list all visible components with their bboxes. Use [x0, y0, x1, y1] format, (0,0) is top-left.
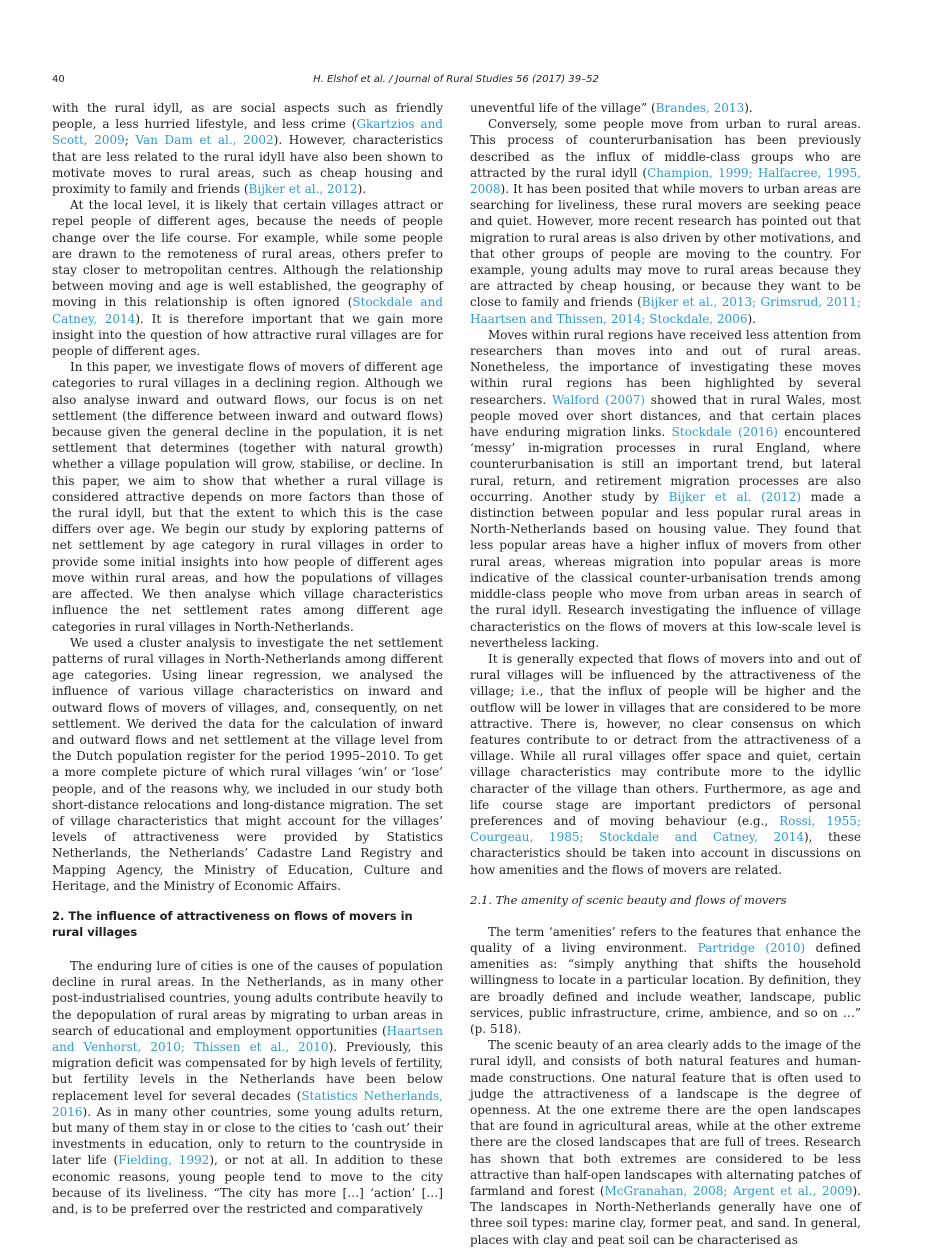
paragraph-text: It is generally expected that flows of movers into and out of rural villages will be influenced by the attractiveness of the village; i.e., that the influx of people will be higher and the outflow will be lower in villages that are considered to be more attractive. There is, however, no clear consensus on which features contribute to or detract from the attractiveness of a village. While all rural villages offer space and quiet, certain village characteristics may contribute more to the idyllic character of the village than others. Furthermore, as age and life course stage are important predictors of personal preferences and of moving behaviour (e.g.,	[470, 651, 861, 828]
citation-link[interactable]: Partridge (2010)	[697, 940, 806, 955]
paragraph-text: In this paper, we investigate flows of movers of different age categories to rural villages in a declining region. Although we also analyse inward and outward flows, our focus is on net settlement (the difference between inward and outward flows) because given the general decline in the population, it is net settlement that determines (together with natural growth) whether a village population will grow, stabilise, or decline. In this paper, we aim to show that whether a rural village is considered attractive depends on more factors than those of the rural idyll, but that the extent to which this is the case differs over age. We begin our study by exploring patterns of net settlement by age category in rural villages in order to provide some initial insights into how people of different ages move within rural areas, and how the populations of villages are affected. We then analyse which village characteristics influence the net settlement rates among different age categories in rural villages in North-Netherlands.	[52, 360, 443, 634]
paragraph-text: ). As in many other countries, some young adults return, but many of them stay in or close to the cities to ‘cash out’ their investments in education, only to return to the countryside in later life (	[52, 1104, 443, 1168]
left-column	[52, 100, 443, 1217]
page-number: 40	[52, 74, 65, 85]
citation-link[interactable]: Walford (2007)	[552, 392, 646, 407]
paragraph-text: ). However, characteristics that are less related to the rural idyll have also been shown to motivate moves to rural areas, such as cheap housing and proximity to family and friends (	[52, 133, 443, 197]
paragraph-text: ).	[747, 311, 756, 326]
paragraph-text: with the rural idyll, as are social aspects such as friendly people, a less hurried lifestyle, and less crime (	[52, 101, 443, 132]
paragraph-text: ). It has been posited that while movers to urban areas are searching for liveliness, these rural movers are seeking peace and quiet. However, more recent research has pointed out that migration to rural areas is also driven by other motivations, and that other groups of people are moving to the country. For example, young adults may move to rural areas because they are attracted by cheap housing, or because they want to be close to family and friends (	[470, 182, 861, 310]
paragraph-text: Conversely, some people move from urban to rural areas. This process of counterurbanisation has been previously described as the influx of middle-class groups who are attracted by the rural idyll (	[470, 117, 861, 180]
citation-link[interactable]: Stockdale and Catney, 2014	[52, 295, 443, 326]
paragraph	[52, 635, 443, 894]
running-title: H. Elshof et al. / Journal of Rural Studies 56 (2017) 39–52	[313, 74, 599, 85]
page-header	[52, 73, 860, 87]
paragraph-text: ), or not at all. In addition to these economic reasons, young people tend to move to the city because of its liveliness. “The city has more […] ‘action’ […] and, is to be preferred over the restricted and comparatively	[52, 1153, 443, 1216]
citation-link[interactable]: McGranahan, 2008; Argent et al., 2009	[604, 1184, 853, 1198]
paragraph-text: ).	[357, 182, 367, 197]
right-column	[470, 100, 861, 1248]
citation-link[interactable]: Champion, 1999; Halfacree, 1995, 2008	[470, 165, 861, 197]
paragraph-text: defined amenities as: “simply anything that shifts the household willingness to locate in a particular location. By definition, they are broadly defined and include weather, landscape, public services, public infrastructure, crime, ambience, and so on …” (p. 518).	[470, 940, 861, 1036]
citation-link[interactable]: Gkartzios and Scott, 2009	[52, 117, 443, 148]
citation-link[interactable]: Rossi, 1955; Courgeau, 1985; Stockdale and Catney, 2014	[470, 813, 861, 845]
citation-link[interactable]: Fielding, 1992	[118, 1153, 210, 1168]
paragraph-text: We used a cluster analysis to investigate the net settlement patterns of rural villages in North-Netherlands among different age categories. Using linear regression, we analysed the influence of various village characteristics on inward and outward flows of movers of villages, and, consequently, on net settlement. We derived the data for the calculation of inward and outward flows and net settlement at the village level from the Dutch population register for the period 1995–2010. To get a more complete picture of which rural villages ‘win’ or ‘lose’ people, and of the reasons why, we included in our study both short-distance relocations and long-distance migration. The set of village characteristics that might account for the villages’ levels of attractiveness were provided by Statistics Netherlands, the Netherlands’ Cadastre Land Registry and Mapping Agency, the Ministry of Education, Culture and Heritage, and the Ministry of Economic Affairs.	[52, 635, 443, 893]
paragraph-text: ), these characteristics should be taken into account in discussions on how amenities and the flows of movers are related.	[470, 830, 861, 877]
paragraph-text: ). Previously, this migration deficit was compensated for by high levels of fertility, but fertility levels in the Netherlands have been below replacement level for several decades (	[52, 1039, 443, 1103]
paragraph-text: ;	[124, 133, 136, 148]
paragraph-text: ). It is therefore important that we gain more insight into the question of how attractive rural villages are for people of different ages.	[52, 311, 443, 359]
citation-link[interactable]: Brandes, 2013	[655, 101, 745, 115]
paragraph	[470, 100, 861, 116]
paragraph-text: made a distinction between popular and less popular rural areas in North-Netherlands based on housing value. They found that less popular areas have a higher influx of movers from other rural areas, whereas migration into popular areas is more indicative of the classical counter-urbanisation trends among middle-class people who move from urban areas in search of the rural idyll. Research investigating the influence of village characteristics on the flows of movers at this low-scale level is nevertheless lacking.	[470, 489, 862, 650]
paragraph	[470, 1037, 861, 1248]
paragraph-text: The enduring lure of cities is one of the causes of population decline in rural areas. In the Netherlands, as in many other post-industrialised countries, young adults contribute heavily to the depopulation of rural areas by migrating to urban areas in search of educational and employment opportunities (	[52, 958, 443, 1038]
section-heading: 2. The influence of attractiveness on flows of movers in rural villages	[52, 908, 413, 939]
paragraph	[470, 924, 861, 1037]
paragraph	[470, 327, 861, 651]
paragraph-text: encountered ‘messy’ in-migration processes in rural England, where counterurbanisation is still an important trend, but lateral rural, return, and retirement migration processes are also occurring. Another study by	[470, 425, 861, 504]
citation-link[interactable]: Bijker et al., 2012	[248, 182, 358, 197]
citation-link[interactable]: Bijker et al., 2013; Grimsrud, 2011; Haartsen and Thissen, 2014; Stockdale, 2006	[470, 295, 861, 326]
citation-link[interactable]: Stockdale (2016)	[671, 425, 778, 440]
citation-link[interactable]: Haartsen and Venhorst, 2010; Thissen et al., 2010	[52, 1023, 443, 1054]
paragraph-text: ).	[744, 101, 753, 115]
paragraph-text: The scenic beauty of an area clearly adds to the image of the rural idyll, and consists of both natural features and human-made constructions. One natural feature that is often used to judge the attractiveness of a landscape is the degree of openness. At the one extreme there are the open landscapes that are found in agricultural areas, while at the other extreme there are the closed landscapes that are full of trees. Research has shown that both extremes are considered to be less attractive than half-open landscapes with alternating patches of farmland and forest (	[470, 1038, 861, 1198]
paragraph-text: Moves within rural regions have received less attention from researchers than moves into and out of rural areas. Nonetheless, the importance of investigating these moves within rural regions has been highlighted by several researchers.	[470, 327, 861, 407]
subsection-heading: 2.1. The amenity of scenic beauty and flows of movers	[470, 892, 787, 907]
citation-link[interactable]: Bijker et al. (2012)	[668, 489, 802, 504]
paragraph	[52, 958, 443, 1217]
paragraph	[52, 100, 443, 197]
citation-link[interactable]: Van Dam et al., 2002	[135, 133, 274, 148]
paragraph	[470, 116, 861, 327]
paragraph	[470, 651, 861, 878]
paragraph-text: At the local level, it is likely that certain villages attract or repel people of different ages, because the needs of people change over the life course. For example, while some people are drawn to the remoteness of rural areas, others prefer to stay closer to metropolitan centres. Although the relationship between moving and age is well established, the geography of moving in this relationship is often ignored (	[52, 198, 443, 310]
citation-link[interactable]: Statistics Netherlands, 2016	[52, 1088, 443, 1119]
paragraph-text: showed that in rural Wales, most people moved over short distances, and that certain places have enduring migration links.	[470, 392, 861, 440]
paragraph-text: ). The landscapes in North-Netherlands generally have one of three soil types: marine clay, former peat, and sand. In general, places with clay and peat soil can be characterised as	[470, 1184, 861, 1247]
paragraph-text: uneventful life of the village” (	[470, 101, 656, 115]
paragraph	[52, 197, 443, 359]
paragraph-text: The term ‘amenities’ refers to the features that enhance the quality of a living environment.	[470, 924, 861, 955]
paragraph	[52, 359, 443, 634]
